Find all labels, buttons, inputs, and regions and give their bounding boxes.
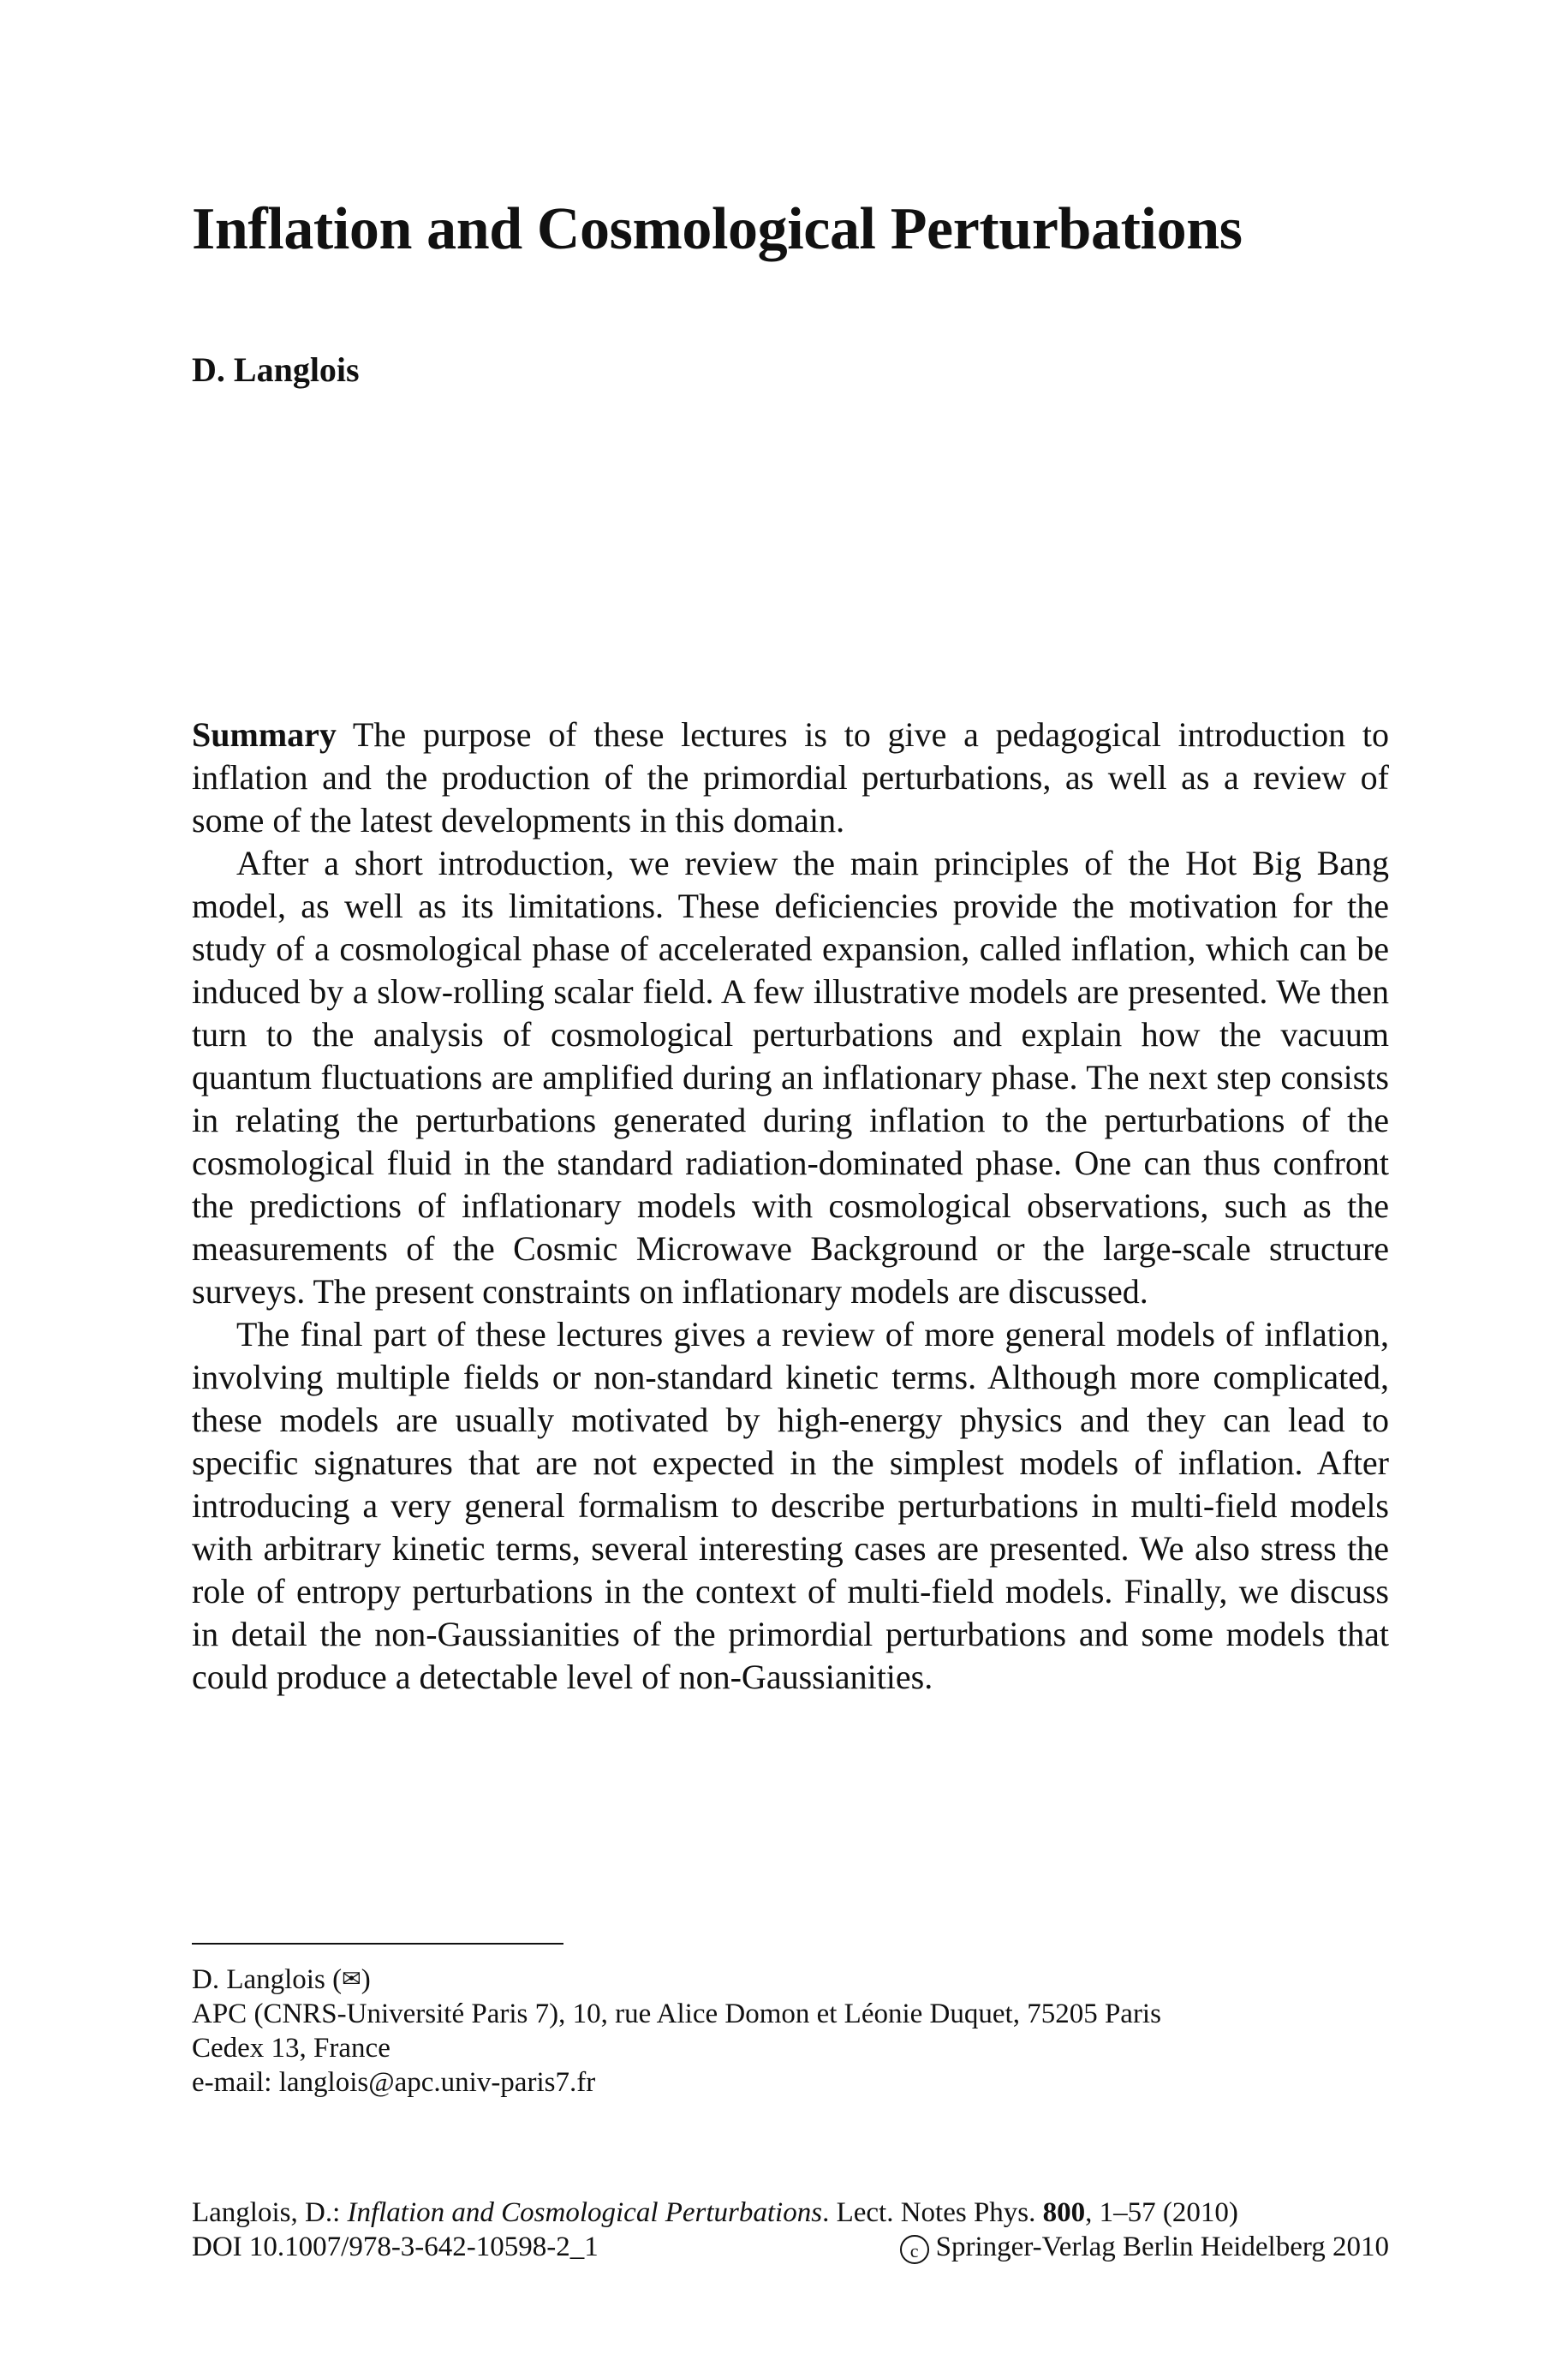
citation-volume: 800 — [1042, 2197, 1086, 2228]
copyright-icon: c — [900, 2235, 929, 2264]
author-footnote — [192, 1963, 1389, 2100]
citation-pages-year: , 1–57 (2010) — [1085, 2197, 1238, 2228]
affiliation-line: Cedex 13, France — [192, 2033, 391, 2064]
author-name: D. Langlois — [192, 350, 360, 389]
abstract-paragraph: After a short introduction, we review the main principles of the Hot Big Bang model, as well as its limitations. These deficiencies provide the motivation for the study of a cosmological phase of accelerated expansion, called inflation, which can be induced by a slow-rolling scalar field. A few illustrative models are presented. We then turn to the analysis of cosmological perturbations and explain how the vacuum quantum fluctuations are amplified during an inflationary phase. The next step consists in relating the perturbations generated during inflation to the perturbations of the cosmological fluid in the standard radiation-dominated phase. One can thus confront the predictions of inflationary models with cosmological observations, such as the measurements of the Cosmic Microwave Background or the large-scale structure surveys. The present constraints on inflationary models are discussed. — [192, 844, 1389, 1311]
footnote-divider — [192, 1943, 563, 1945]
citation-author: Langlois, D.: — [192, 2197, 341, 2228]
citation-block — [192, 2196, 1389, 2264]
footnote-author: D. Langlois — [192, 1964, 325, 1995]
abstract-section — [192, 714, 1389, 1699]
abstract-paragraph-text: The purpose of these lectures is to give a pedagogical introduction to inflation and the production of the primordial perturbations, as well as a review of some of the latest developments in this domain. — [192, 715, 1389, 839]
affiliation-line: APC (CNRS-Université Paris 7), 10, rue Alice Domon et Léonie Duquet, 75205 Paris — [192, 1999, 1161, 2029]
email-line — [192, 2065, 1389, 2100]
summary-label: Summary — [192, 715, 337, 754]
paper-title: Inflation and Cosmological Perturbations — [192, 196, 1243, 262]
contact-parenthesis: ( — [332, 1964, 343, 1995]
envelope-icon: ✉ — [342, 1966, 361, 1993]
abstract-paragraph: The final part of these lectures gives a review of more general models of inflation, involving multiple fields or non-standard kinetic terms. Although more complicated, these models are usually motivated by high-energy physics and they can lead to specific signatures that are not expected in the simplest models of inflation. After introducing a very general formalism to describe perturbations in multi-field models with arbitrary kinetic terms, several interesting cases are presented. We also stress the role of entropy perturbations in the context of multi-field models. Finally, we discuss in detail the non-Gaussianities of the primordial perturbations and some models that could produce a detectable level of non-Gaussianities. — [192, 1315, 1389, 1696]
citation-line — [192, 2230, 1389, 2264]
citation-space — [1035, 2196, 1042, 2230]
email-label: e-mail: — [192, 2067, 272, 2098]
citation-line — [192, 2196, 1389, 2230]
contact-parenthesis: ) — [361, 1964, 371, 1995]
email-address: langlois@apc.univ-paris7.fr — [278, 2067, 596, 2098]
citation-title: Inflation and Cosmological Perturbations — [347, 2197, 823, 2228]
publisher: Springer-Verlag Berlin Heidelberg 2010 — [935, 2232, 1389, 2262]
copyright-notice — [900, 2230, 1389, 2264]
abstract-paragraph — [192, 714, 1389, 842]
citation-journal: . Lect. Notes Phys. — [822, 2197, 1036, 2228]
footnote-author-line — [192, 1963, 1389, 1997]
doi: DOI 10.1007/978-3-642-10598-2_1 — [192, 2232, 599, 2262]
